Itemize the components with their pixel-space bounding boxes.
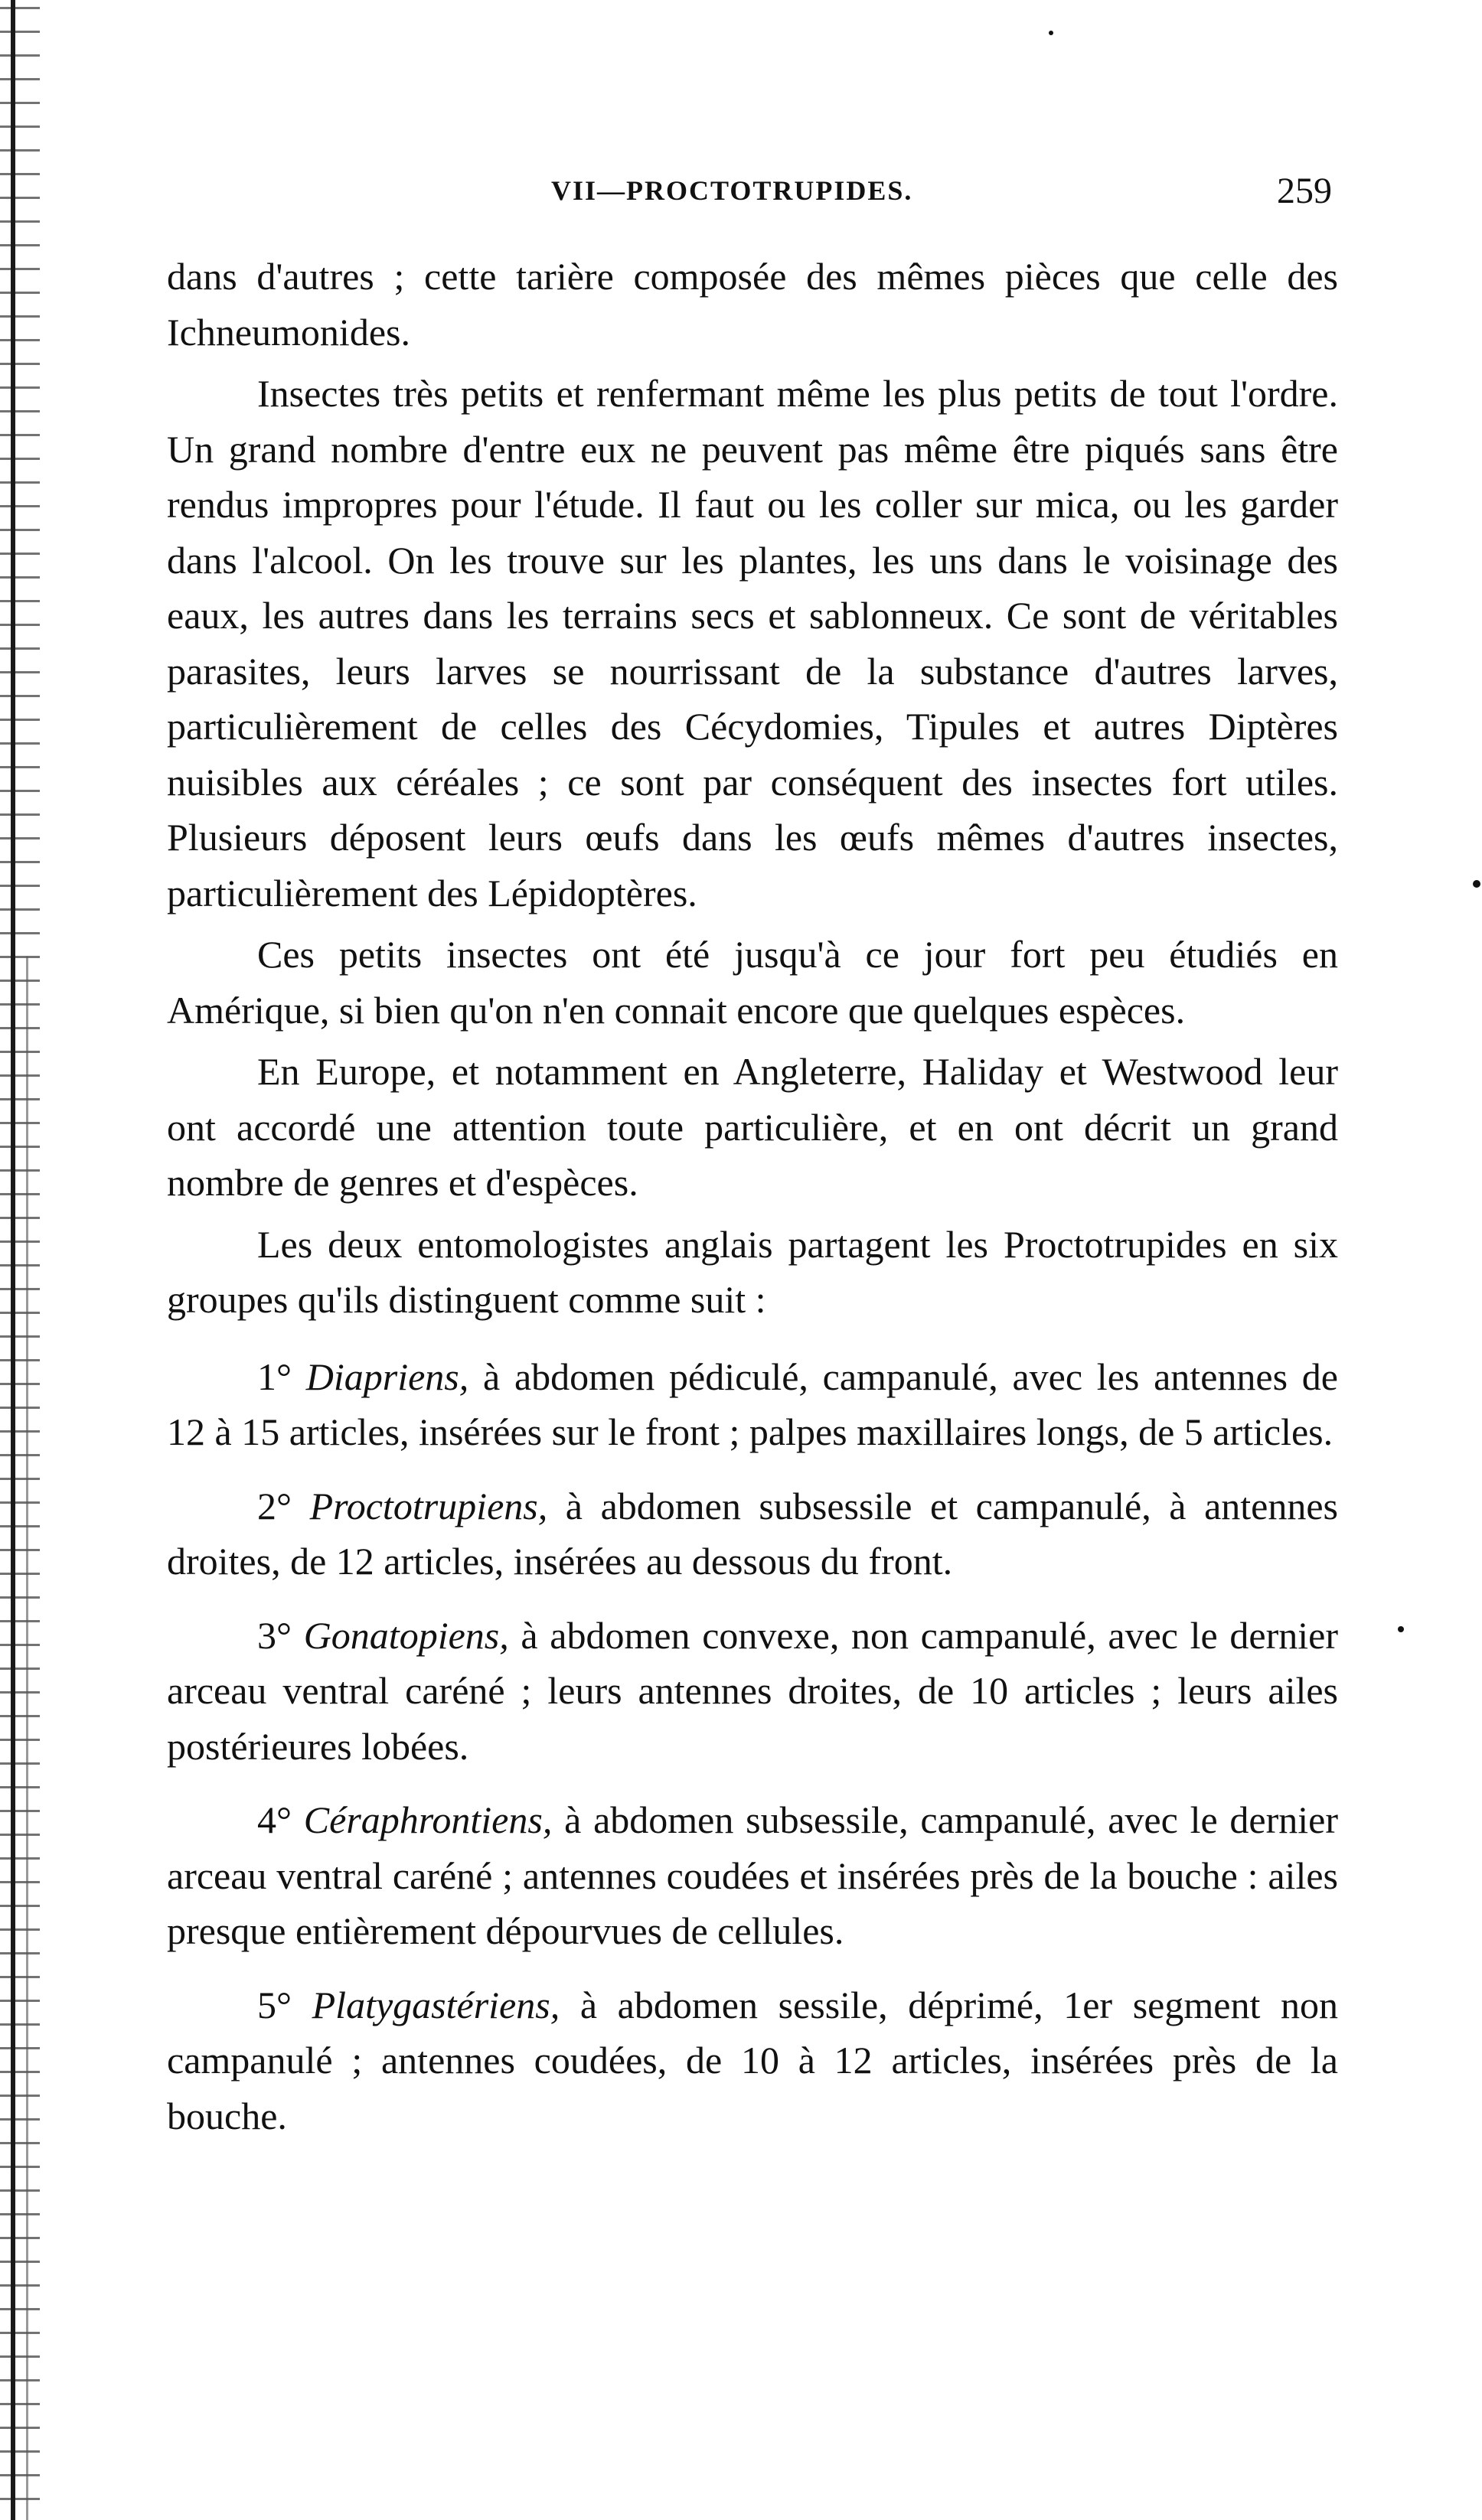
group-description: à abdomen subsessile, campanulé, avec le dernier arceau ventral caréné ; antennes coudées et insérées près de la bouche : ailes presque entièrement dépourvues de cellules. <box>167 1798 1339 1952</box>
group-description: à abdomen pédiculé, campanulé, avec les antennes de 12 à 15 articles, insérées sur le front ; palpes maxillaires longs, de 5 articles. <box>167 1355 1338 1453</box>
group-name: Diapriens, <box>305 1355 469 1398</box>
group-number: 1° <box>257 1355 292 1398</box>
group-number: 5° <box>257 1983 292 2026</box>
paragraph-insect-description: Insectes très petits et renfermant même les plus petits de tout l'ordre. Un grand nombre d'entre eux ne peuvent pas même être piqués sans être rendus impropres pour l'étude. Il faut ou les coller sur mica, ou les garder dans l'alcool. On les trouve sur les plantes, les uns dans le voisinage des eaux, les autres dans les terrains secs et sablonneux. Ce sont de véritables parasites, leurs larves se nourrissant de la substance d'autres larves, particulièrement de celles des Cécydomies, Tipules et autres Diptères nuisibles aux céréales ; ce sont par conséquent des insectes fort utiles. Plusieurs déposent leurs œufs dans les œufs mêmes d'autres insectes, particulièrement des Lépidoptères. <box>167 372 1338 914</box>
group-name: Platygastériens, <box>312 1983 560 2026</box>
group-item-1 <box>167 1349 1338 1460</box>
paragraph-classification-intro: Les deux entomologistes anglais partagent les Proctotrupides en six groupes qu'ils distinguent comme suit : <box>167 1222 1338 1321</box>
group-item-3 <box>167 1608 1338 1775</box>
page-binding-edge <box>0 0 40 2520</box>
paragraph-continuation: dans d'autres ; cette tarière composée des mêmes pièces que celle des Ichneumonides. <box>167 255 1338 354</box>
group-description: à abdomen convexe, non campanulé, avec le dernier arceau ventral caréné ; leurs antennes droites, de 10 articles ; leurs ailes postérieures lobées. <box>167 1613 1339 1768</box>
group-number: 3° <box>257 1613 292 1657</box>
group-item-2 <box>167 1478 1338 1589</box>
running-title: VII—PROCTOTRUPIDES. <box>551 175 913 206</box>
group-item-4 <box>167 1792 1338 1959</box>
group-name: Gonatopiens, <box>303 1613 509 1657</box>
page-number: 259 <box>1277 171 1332 211</box>
group-description: à abdomen subsessile et campanulé, à antennes droites, de 12 articles, insérées au dessous du front. <box>167 1484 1339 1583</box>
group-description: à abdomen sessile, déprimé, 1er segment non campanulé ; antennes coudées, de 10 à 12 articles, insérées près de la bouche. <box>167 1983 1338 2137</box>
paragraph-europe: En Europe, et notamment en Angleterre, Haliday et Westwood leur ont accordé une attention toute particulière, et en ont décrit un grand nombre de genres et d'espèces. <box>167 1050 1338 1204</box>
page-binding-shadow <box>26 957 28 2520</box>
ink-speck <box>1473 880 1480 888</box>
group-name: Céraphrontiens, <box>303 1798 553 1841</box>
ink-speck <box>1398 1626 1404 1632</box>
group-name: Proctotrupiens, <box>309 1484 548 1527</box>
body-text <box>167 249 1338 2143</box>
running-header <box>551 170 1332 216</box>
group-number: 4° <box>257 1798 292 1841</box>
paragraph-america: Ces petits insectes ont été jusqu'à ce jour fort peu étudiés en Amérique, si bien qu'on n'en connait encore que quelques espèces. <box>167 933 1338 1032</box>
ink-speck <box>1049 31 1053 35</box>
group-number: 2° <box>257 1484 292 1527</box>
group-item-5 <box>167 1977 1338 2144</box>
page-binding-line <box>11 0 15 2520</box>
